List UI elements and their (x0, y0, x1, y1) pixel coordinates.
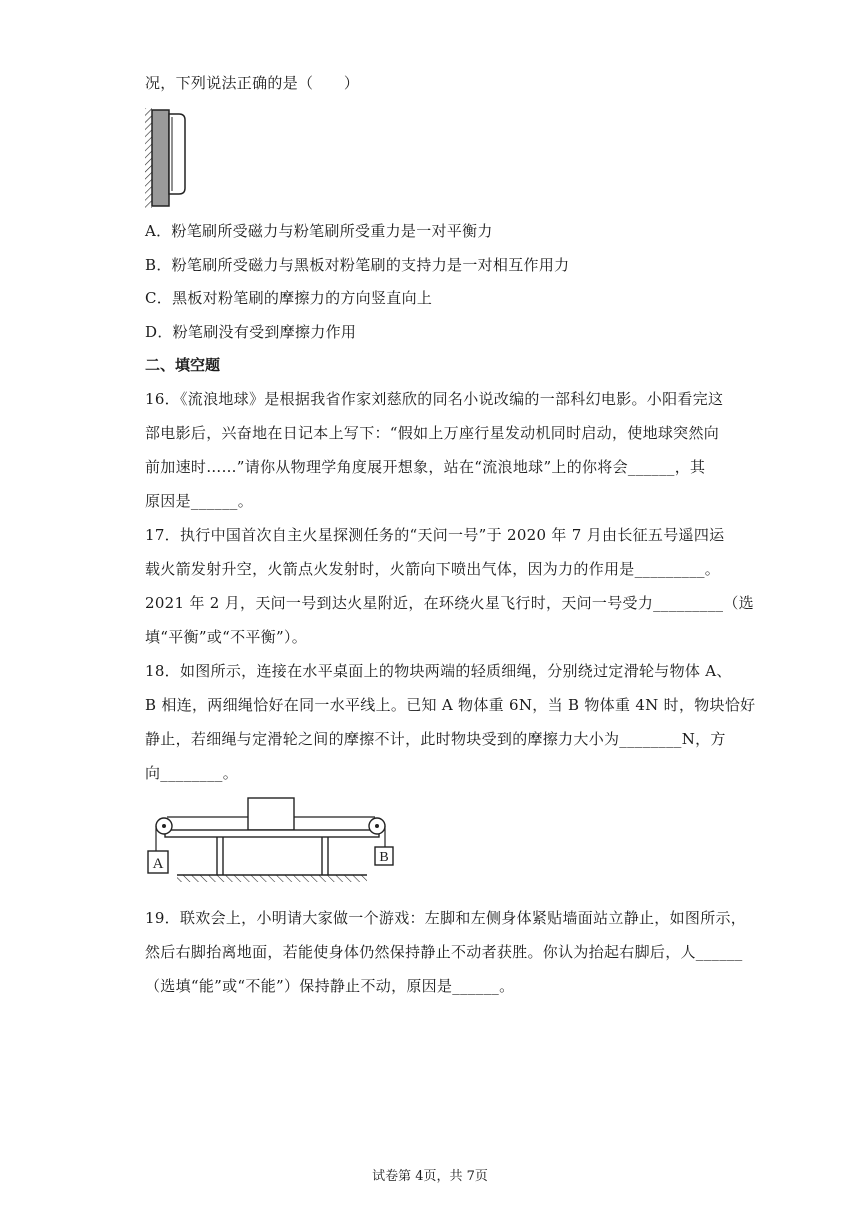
blackboard (152, 110, 169, 206)
q17-line-2: 载火箭发射升空，火箭点火发射时，火箭向下喷出气体，因为力的作用是_________。 (145, 560, 721, 578)
block-b-label: B (379, 850, 389, 865)
wall-hatching (145, 108, 152, 208)
q19-line-3: （选填“能”或“不能”）保持静止不动，原因是______。 (145, 977, 515, 995)
middle-block (248, 798, 294, 830)
q19-line-1: 19．联欢会上，小明请大家做一个游戏：左脚和左侧身体紧贴墙面站立静止，如图所示， (145, 909, 747, 927)
table-top (165, 830, 379, 837)
q16-line-4: 原因是______。 (145, 492, 254, 510)
chalk-brush-figure (145, 108, 195, 208)
q15-option-c: C．黑板对粉笔刷的摩擦力的方向竖直向上 (145, 289, 433, 307)
q15-option-b: B．粉笔刷所受磁力与黑板对粉笔刷的支持力是一对相互作用力 (145, 256, 570, 274)
q17-line-3: 2021 年 2 月，天问一号到达火星附近，在环绕火星飞行时，天问一号受力_________（选 (145, 594, 754, 612)
q18-line-3: 静止，若细绳与定滑轮之间的摩擦不计，此时物块受到的摩擦力大小为________N，方 (145, 730, 726, 748)
q17-line-4: 填“平衡”或“不平衡”）。 (145, 628, 308, 646)
block-a-label: A (152, 856, 164, 872)
pulley-table-figure (145, 795, 395, 890)
q15-option-a: A．粉笔刷所受磁力与粉笔刷所受重力是一对平衡力 (145, 222, 493, 240)
q15-option-d: D．粉笔刷没有受到摩擦力作用 (145, 323, 357, 341)
q19-line-2: 然后右脚抬离地面，若能使身体仍然保持静止不动者获胜。你认为抬起右脚后，人______ (145, 943, 743, 961)
section-fill-in-blank-heading: 二、填空题 (145, 356, 221, 374)
q18-line-1: 18．如图所示，连接在水平桌面上的物块两端的轻质细绳，分别绕过定滑轮与物体 A、 (145, 662, 732, 680)
page-footer: 试卷第 4页，共 7页 (372, 1169, 488, 1184)
q18-line-2: B 相连，两细绳恰好在同一水平线上。已知 A 物体重 6N，当 B 物体重 4N 时，物块恰好 (145, 696, 756, 714)
chalk-brush (169, 114, 185, 194)
q16-line-3: 前加速时……”请你从物理学角度展开想象，站在“流浪地球”上的你将会______，其 (145, 458, 706, 476)
q15-intro: 况，下列说法正确的是（ ） (145, 74, 360, 92)
q18-line-4: 向________。 (145, 764, 239, 782)
ground-hatching (177, 875, 367, 882)
q17-line-1: 17．执行中国首次自主火星探测任务的“天问一号”于 2020 年 7 月由长征五号遥四运 (145, 526, 725, 544)
q16-line-2: 部电影后，兴奋地在日记本上写下：“假如上万座行星发动机同时启动，使地球突然向 (145, 424, 720, 442)
q16-line-1: 16．《流浪地球》是根据我省作家刘慈欣的同名小说改编的一部科幻电影。小阳看完这 (145, 390, 724, 408)
